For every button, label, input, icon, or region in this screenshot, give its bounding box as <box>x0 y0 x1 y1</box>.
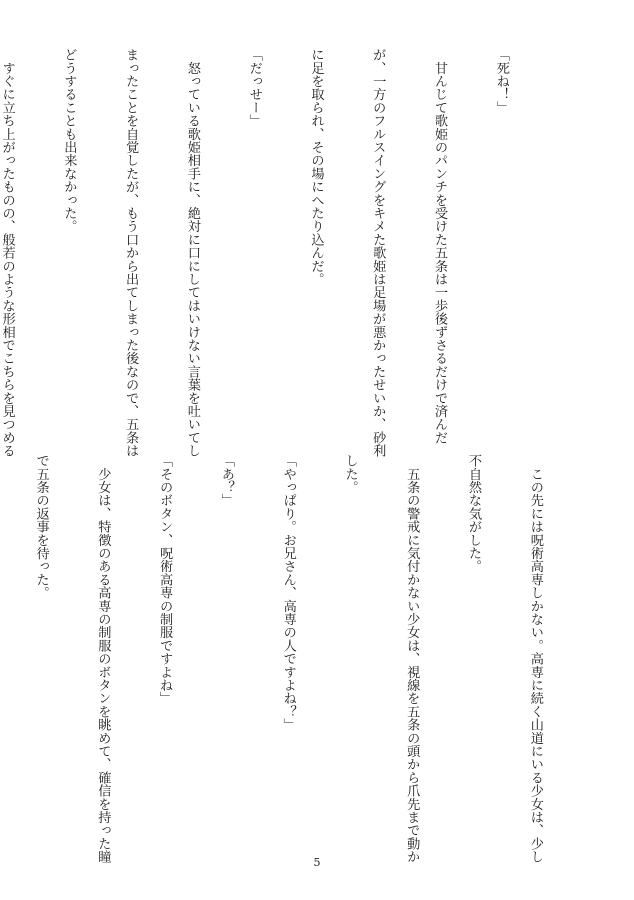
text-line: 不自然な気がした。 <box>466 454 482 573</box>
text-line: この先には呪術高専しかない。高専に続く山道にいる少女は、少し <box>527 454 543 864</box>
text-line: すぐに立ち上がったものの、般若のような形相でこちらを見つめる <box>0 48 15 458</box>
page-number: 5 <box>313 856 321 869</box>
text-line: 甘んじて歌姫のパンチを受けた五条は一歩後ずさるだけで済んだ <box>432 48 448 444</box>
upper-text-column <box>0 48 552 458</box>
text-line: 怒っている歌姫相手に、絶対に口にしてはいけない言葉を吐いてし <box>184 48 200 458</box>
text-line: で五条の返事を待った。 <box>33 454 49 600</box>
text-line: 「だっせー」 <box>246 48 262 128</box>
text-line: まったことを自覚したが、もう口から出てしまった後なので、五条は <box>123 48 139 458</box>
text-line: に足を取られ、その場にへたり込んだ。 <box>308 48 324 286</box>
text-line: 「死ね！」 <box>493 48 509 114</box>
text-line: 五条の警戒に気付かない少女は、視線を五条の頭から爪先まで動か <box>404 454 420 864</box>
text-line: 「やっぱり。お兄さん、高専の人ですよね？」 <box>280 454 296 732</box>
text-line: した。 <box>342 454 358 494</box>
text-line: 「そのボタン、呪術高専の制服ですよね」 <box>157 454 173 705</box>
text-line: 「あ？」 <box>218 454 234 507</box>
lower-text-column <box>33 454 586 864</box>
text-line: 少女は、特徴のある高専の制服のボタンを眺めて、確信を持った瞳 <box>95 454 111 864</box>
text-line: どうすることも出来なかった。 <box>61 48 77 233</box>
text-line: が、一方のフルスイングをキメた歌姫は足場が悪かったせいか、砂利 <box>370 48 386 458</box>
